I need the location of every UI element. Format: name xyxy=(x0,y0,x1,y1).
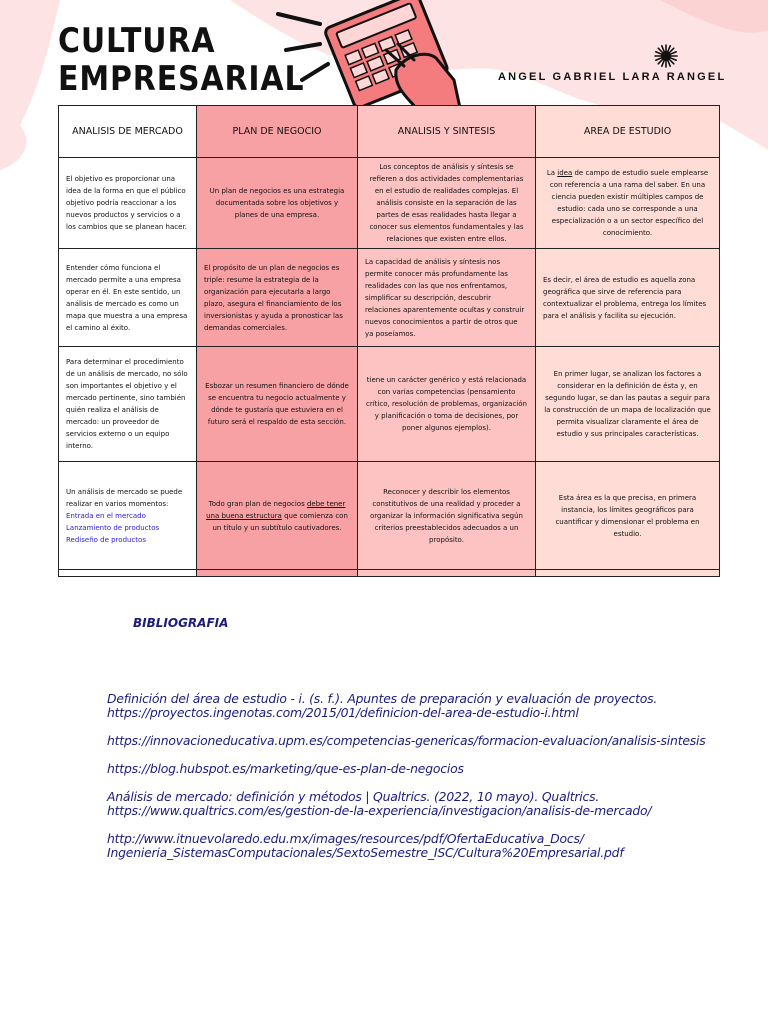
table-row xyxy=(59,570,720,577)
comparison-table xyxy=(58,105,720,577)
reference-item[interactable]: Análisis de mercado: definición y métodos | Qualtrics. (2022, 10 mayo). Qualtrics. https://www.qualtrics.com/es/gestion-de-la-experiencia/investigacion/analisis-de-mercado/ xyxy=(107,789,652,818)
list-item[interactable]: Lanzamiento de productos xyxy=(66,523,160,532)
table-row xyxy=(59,249,720,347)
header-area-estudio: AREA DE ESTUDIO xyxy=(536,106,720,158)
table-cell: Un análisis de mercado se puede realizar en varios momentos: Entrada en el mercado Lanzamiento de productos Rediseño de productos xyxy=(59,462,197,570)
header-analisis-sintesis: ANALISIS Y SINTESIS xyxy=(358,106,536,158)
table-cell xyxy=(59,570,197,577)
table-cell: La idea de campo de estudio suele emplearse con referencia a una rama del saber. En una ciencia pueden existir múltiples campos de estudio: cada uno se corresponde a una especialización o a un sector específico del conocimiento. xyxy=(536,158,720,249)
table-cell: Esta área es la que precisa, en primera instancia, los límites geográficos para cuantificar y dimensionar el problema en estudio. xyxy=(536,462,720,570)
list-item[interactable]: Entrada en el mercado xyxy=(66,511,146,520)
table-cell: El objetivo es proporcionar una idea de la forma en que el público objetivo podría reaccionar a los nuevos productos y servicios o a los cambios que se planean hacer. xyxy=(59,158,197,249)
reference-item[interactable]: https://blog.hubspot.es/marketing/que-es-plan-de-negocios xyxy=(107,761,464,776)
table-row xyxy=(59,347,720,462)
header-plan-negocio: PLAN DE NEGOCIO xyxy=(197,106,358,158)
table-cell xyxy=(197,570,358,577)
table-cell: Un plan de negocios es una estrategia documentada sobre los objetivos y planes de una empresa. xyxy=(197,158,358,249)
table-row xyxy=(59,158,720,249)
reference-item[interactable]: Definición del área de estudio - i. (s. f.). Apuntes de preparación y evaluación de proyectos. https://proyectos.ingenotas.com/2015/01/definicion-del-area-de-estudio-i.html xyxy=(107,691,658,720)
list-item[interactable]: Rediseño de productos xyxy=(66,535,146,544)
table-cell: Los conceptos de análisis y síntesis se refieren a dos actividades complementarias en el estudio de realidades complejas. El análisis consiste en la separación de las partes de esas realidades hasta llegar a conocer sus elementos fundamentales y las relaciones que existen entre ellos. xyxy=(358,158,536,249)
author-name: ANGEL GABRIEL LARA RANGEL xyxy=(498,71,727,83)
table-cell: Para determinar el procedimiento de un análisis de mercado, no sólo son importantes el objetivo y el mercado pertinente, sino también quién realiza el análisis de mercado: un proveedor de servicios externo o un equipo interno. xyxy=(59,347,197,462)
page-title: CULTURA EMPRESARIAL xyxy=(58,21,305,99)
table-row xyxy=(59,462,720,570)
calculator-hand-illustration xyxy=(276,0,466,110)
table-cell xyxy=(536,570,720,577)
table-cell: La capacidad de análisis y síntesis nos permite conocer más profundamente las realidades con las que nos enfrentamos, simplificar su descripción, descubrir relaciones aparentemente ocultas y construir nuevos conocimientos a partir de otros que ya poseíamos. xyxy=(358,249,536,347)
bibliography-heading: BIBLIOGRAFIA xyxy=(133,616,229,630)
table-cell: En primer lugar, se analizan los factores a considerar en la definición de ésta y, en segundo lugar, se dan las pautas a seguir para la construcción de un mapa de localización que permita visualizar claramente el área de estudio y sus principales características. xyxy=(536,347,720,462)
table-cell: tiene un carácter genérico y está relacionada con varias competencias (pensamiento crítico, resolución de problemas, organización y planificación o toma de decisiones, por poner algunos ejemplos). xyxy=(358,347,536,462)
reference-item[interactable]: http://www.itnuevolaredo.edu.mx/images/resources/pdf/OfertaEducativa_Docs/ Ingenieria_SistemasComputacionales/SextoSemestre_ISC/Cultura%20Empresarial.pdf xyxy=(107,831,624,860)
table-cell: Todo gran plan de negocios debe tener una buena estructura que comienza con un título y un subtítulo cautivadores. xyxy=(197,462,358,570)
table-cell: Reconocer y describir los elementos constitutivos de una realidad y proceder a organizar la información significativa según criterios preestablecidos adecuados a un propósito. xyxy=(358,462,536,570)
table-cell xyxy=(358,570,536,577)
reference-item[interactable]: https://innovacioneducativa.upm.es/competencias-genericas/formacion-evaluacion/analisis-sintesis xyxy=(107,733,706,748)
bibliography-list xyxy=(107,692,747,874)
table-cell: El propósito de un plan de negocios es triple: resume la estrategia de la organización para ejecutarla a largo plazo, asegura el financiamiento de los inversionistas y ayuda a pronosticar las demandas comerciales. xyxy=(197,249,358,347)
table-cell: Es decir, el área de estudio es aquella zona geográfica que sirve de referencia para contextualizar el problema, entrega los límites para el análisis y facilita su ejecución. xyxy=(536,249,720,347)
sun-icon xyxy=(654,44,678,68)
table-header-row xyxy=(59,106,720,158)
table-cell: Entender cómo funciona el mercado permite a una empresa operar en él. En este sentido, un análisis de mercado es como un mapa que muestra a una empresa el camino al éxito. xyxy=(59,249,197,347)
header-analisis-mercado: ANALISIS DE MERCADO xyxy=(59,106,197,158)
table-cell: Esbozar un resumen financiero de dónde se encuentra tu negocio actualmente y dónde te gustaría que estuviera en el futuro será el respaldo de esta sección. xyxy=(197,347,358,462)
